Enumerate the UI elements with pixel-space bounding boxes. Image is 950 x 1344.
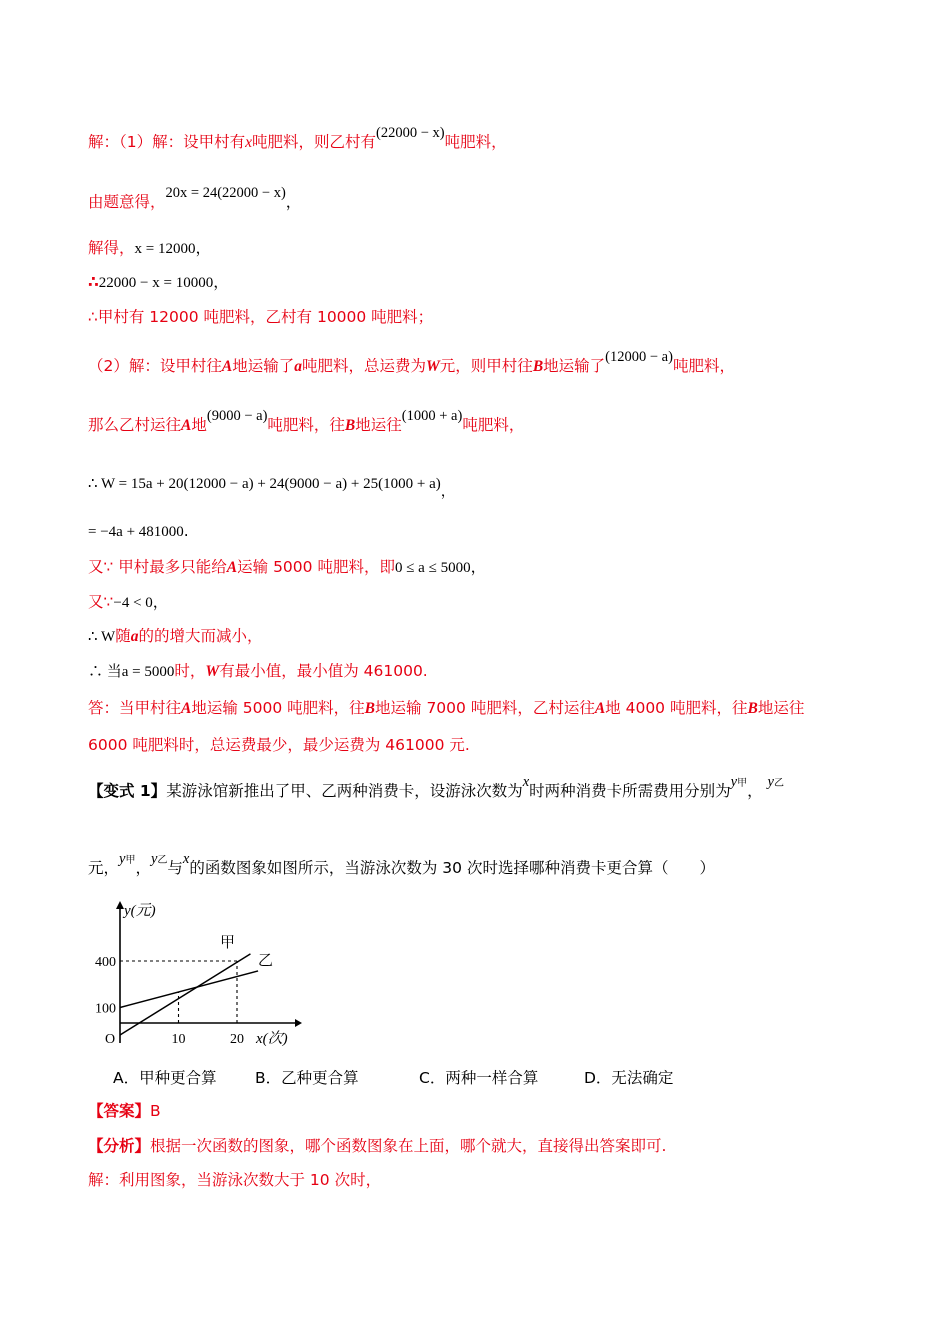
y-axis-arrow [116, 901, 124, 909]
option-c[interactable]: C．两种一样合算 [419, 1069, 539, 1087]
series-jia-label: 甲 [220, 935, 236, 951]
x-axis-label: x(次) [256, 1031, 288, 1047]
analysis-text: 根据一次函数的图象，哪个函数图象在上面，哪个就大，直接得出答案即可. [150, 1137, 667, 1155]
solution-line-5: ∴甲村有 12000 吨肥料，乙村有 10000 吨肥料； [88, 308, 434, 326]
origin-label: O [104, 1032, 116, 1047]
last-solution-line: 解：利用图象，当游泳次数大于 10 次时， [88, 1171, 382, 1189]
analysis-line [88, 1136, 666, 1156]
solution-line-12: ∴ W随a的的增大而减小， [88, 627, 263, 645]
math-expr: (22000 − x) [376, 125, 445, 141]
answer-tag: 【答案】 [88, 1102, 151, 1120]
series-yi-label: 乙 [258, 953, 274, 969]
solution-line-14: 答：当甲村往A地运输 5000 吨肥料，往B地运输 7000 吨肥料，乙村运往A地 4000 吨肥料，往B地运往 [88, 699, 805, 717]
solution-line-9: = −4a + 481000. [88, 522, 189, 540]
solution-line-13: ∴ 当a = 5000时，W有最小值，最小值为 461000. [88, 662, 428, 680]
option-b[interactable]: B．乙种更合算 [255, 1069, 359, 1087]
variant-question-line-2: 元，y甲，y乙与x的函数图象如图所示，当游泳次数为 30 次时选择哪种消费卡更合算（ ） [88, 851, 715, 877]
solution-line-11: 又∵−4 < 0， [88, 593, 169, 611]
variant-question-line-1: 【变式 1】某游泳馆新推出了甲、乙两种消费卡，设游泳次数为x时两种消费卡所需费用分别为y甲， y乙 [88, 774, 784, 800]
x-tick-20: 20 [230, 1032, 244, 1047]
x-tick-10: 10 [171, 1032, 186, 1047]
solution-line-2: 由题意得，20x = 24(22000 − x)， [88, 185, 302, 211]
option-d[interactable]: D．无法确定 [584, 1069, 674, 1087]
answer-line [88, 1101, 161, 1121]
solution-line-7: 那么乙村运往A地(9000 − a)吨肥料，往B地运往(1000 + a)吨肥料， [88, 408, 525, 434]
solution-line-4: ∴22000 − x = 10000， [88, 273, 229, 291]
y-tick-400: 400 [95, 955, 116, 970]
function-graph [80, 895, 310, 1055]
solution-line-1: 解：（1）解：设甲村有x吨肥料，则乙村有(22000 − x)吨肥料， [88, 125, 507, 151]
y-axis-label: y(元) [124, 903, 156, 919]
option-a[interactable]: A．甲种更合算 [113, 1069, 217, 1087]
answer-value: B [150, 1102, 161, 1120]
solution-line-6: （2）解：设甲村往A地运输了a吨肥料，总运费为W元，则甲村往B地运输了(12000 − a)吨肥料， [88, 349, 735, 375]
solution-line-3: 解得，x = 12000， [88, 239, 211, 257]
solution-line-8: ∴ W = 15a + 20(12000 − a) + 24(9000 − a) + 25(1000 + a)， [88, 476, 456, 500]
solution-line-10: 又∵ 甲村最多只能给A运输 5000 吨肥料，即0 ≤ a ≤ 5000， [88, 558, 487, 576]
x-axis-arrow [295, 1019, 302, 1027]
analysis-tag: 【分析】 [88, 1137, 151, 1155]
solution-line-15: 6000 吨肥料时，总运费最少，最少运费为 461000 元. [88, 736, 470, 754]
y-tick-100: 100 [95, 1001, 116, 1017]
